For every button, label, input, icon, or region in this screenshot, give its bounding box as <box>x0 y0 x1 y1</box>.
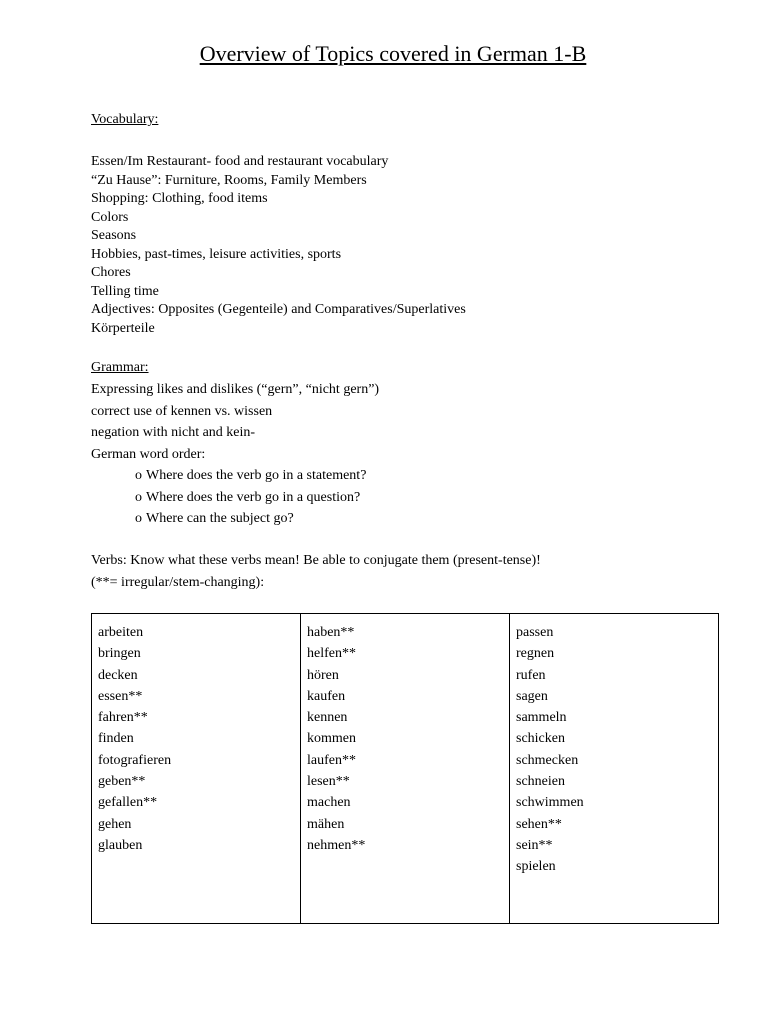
grammar-item: Expressing likes and dislikes (“gern”, “nicht gern”) <box>91 382 380 397</box>
verb-item: schicken <box>516 731 565 747</box>
verb-item: spielen <box>516 859 556 875</box>
verb-item: passen <box>516 625 554 640</box>
grammar-heading: Grammar: <box>91 360 149 375</box>
verb-item: schneien <box>516 774 565 790</box>
grammar-item: negation with nicht and kein- <box>91 425 256 440</box>
verb-item: finden <box>98 731 134 747</box>
bullet-o-icon: o <box>135 468 142 483</box>
vocabulary-item: Shopping: Clothing, food items <box>91 191 268 206</box>
verb-item: hören <box>307 667 339 683</box>
verb-item: kennen <box>307 710 348 726</box>
verb-item: helfen** <box>307 646 356 662</box>
grammar-item: correct use of kennen vs. wissen <box>91 403 273 419</box>
vocabulary-item: “Zu Hause”: Furniture, Rooms, Family Members <box>91 172 367 188</box>
verb-item: kaufen <box>307 688 346 704</box>
verb-column-3 <box>510 614 719 924</box>
verb-item: schwimmen <box>516 795 584 811</box>
vocabulary-heading: Vocabulary: <box>91 112 159 127</box>
verb-item: arbeiten <box>98 625 144 640</box>
verb-item: sammeln <box>516 710 567 726</box>
verb-item: mähen <box>307 816 345 832</box>
grammar-list <box>91 379 379 465</box>
verb-item: machen <box>307 795 351 811</box>
verb-table-row <box>92 614 719 924</box>
word-order-sublist <box>135 465 366 530</box>
vocabulary-item: Hobbies, past-times, leisure activities, sports <box>91 246 342 262</box>
verb-item: regnen <box>516 646 555 662</box>
vocabulary-item: Telling time <box>91 283 159 299</box>
vocabulary-item: Adjectives: Opposites (Gegenteile) and Comparatives/Superlatives <box>91 302 466 317</box>
verb-item: gefallen** <box>98 795 158 811</box>
verb-item: sagen <box>516 688 548 704</box>
vocabulary-item: Chores <box>91 265 131 280</box>
word-order-item <box>135 508 366 530</box>
verb-item: geben** <box>98 774 146 790</box>
verb-table <box>91 613 719 924</box>
bullet-o-icon: o <box>135 511 142 526</box>
page-title: Overview of Topics covered in German 1-B <box>199 41 587 66</box>
verbs-intro <box>91 550 541 593</box>
verb-item: gehen <box>98 816 132 832</box>
verb-item: kommen <box>307 731 356 747</box>
verb-item: fotografieren <box>98 752 172 768</box>
verb-item: glauben <box>98 837 143 853</box>
vocabulary-item: Körperteile <box>91 320 155 336</box>
word-order-item <box>135 487 366 509</box>
verb-item: sehen** <box>516 816 562 832</box>
verb-item: essen** <box>98 688 143 704</box>
verb-item: haben** <box>307 625 355 640</box>
verb-item: rufen <box>516 667 546 683</box>
verb-item: sein** <box>516 837 553 853</box>
grammar-item: German word order: <box>91 446 206 462</box>
verb-item: fahren** <box>98 710 148 726</box>
word-order-item-text: Where can the subject go? <box>146 511 294 526</box>
verb-item: lesen** <box>307 774 350 790</box>
word-order-item-text: Where does the verb go in a statement? <box>146 468 367 483</box>
vocabulary-item: Colors <box>91 209 129 225</box>
vocabulary-item: Essen/Im Restaurant- food and restaurant vocabulary <box>91 154 389 169</box>
bullet-o-icon: o <box>135 489 142 505</box>
vocabulary-item: Seasons <box>91 228 137 243</box>
verbs-intro-line: Verbs: Know what these verbs mean! Be able to conjugate them (present-tense)! <box>91 553 541 568</box>
verb-item: nehmen** <box>307 837 366 853</box>
verb-item: schmecken <box>516 752 579 768</box>
verb-column-2 <box>301 614 510 924</box>
verb-item: bringen <box>98 646 141 662</box>
word-order-item <box>135 465 366 487</box>
verbs-intro-note: (**= irregular/stem-changing): <box>91 574 265 590</box>
verb-item: laufen** <box>307 752 356 768</box>
verb-item: decken <box>98 667 138 683</box>
vocabulary-list <box>91 153 466 338</box>
word-order-item-text: Where does the verb go in a question? <box>146 489 361 505</box>
verb-column-1 <box>92 614 301 924</box>
